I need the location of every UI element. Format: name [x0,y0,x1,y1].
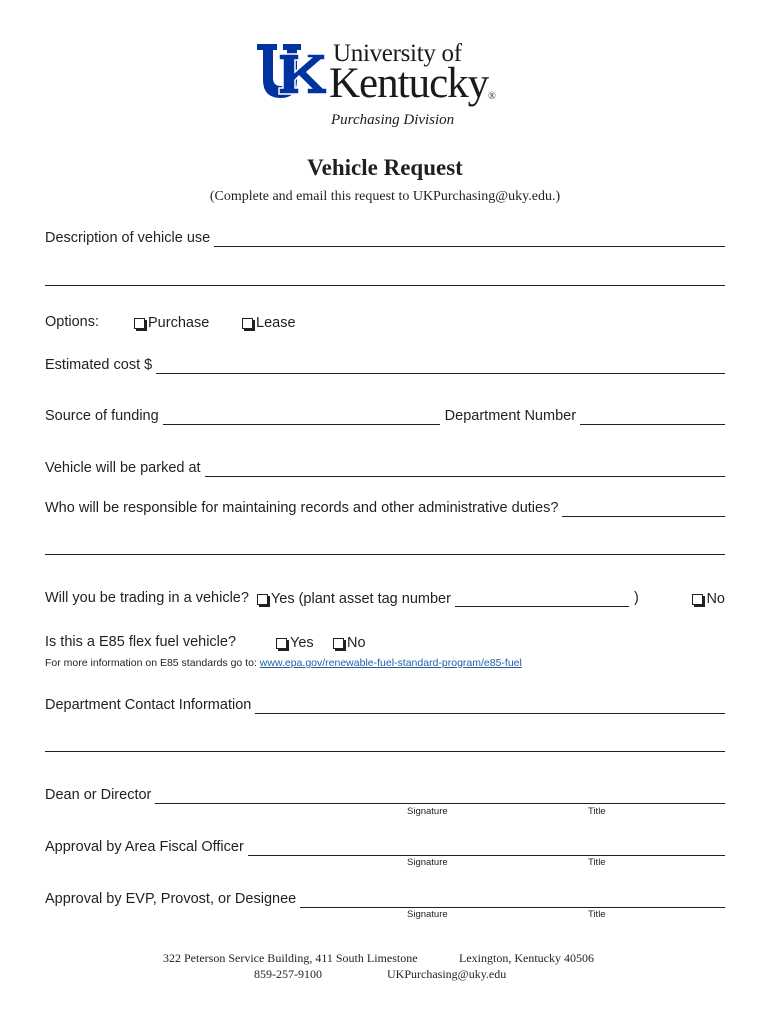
description-row [45,230,725,247]
dean-label: Dean or Director [45,787,152,803]
contact-field-line2[interactable] [45,751,725,752]
evp-label: Approval by EVP, Provost, or Designee [45,891,297,907]
form-subtitle: (Complete and email this request to UKPurchasing@uky.edu.) [209,189,561,204]
e85-note [45,657,522,669]
purchase-label: Purchase [148,315,210,331]
trading-row [45,590,725,607]
footer-email: UKPurchasing@uky.edu [387,967,507,981]
checkbox-icon [692,594,703,605]
uk-interlocking-logo-icon [255,40,327,104]
dean-title-caption: Title [588,806,606,817]
description-field[interactable] [214,230,725,247]
e85-yes-label: Yes [290,635,314,651]
lease-checkbox[interactable] [242,315,296,331]
estimated-cost-row [45,357,725,374]
registered-mark: ® [488,91,495,102]
lease-label: Lease [256,315,296,331]
trading-yes-checkbox[interactable] [257,591,451,607]
footer-address: 322 Peterson Service Building, 411 South Limestone [163,951,418,965]
fiscal-title-caption: Title [588,857,606,868]
description-field-line2[interactable] [45,285,725,286]
options-row [45,314,725,331]
checkbox-icon [242,318,253,329]
responsible-field-line2[interactable] [45,554,725,555]
logo [255,40,525,135]
e85-note-text: For more information on E85 standards go to: [45,657,257,669]
e85-label: Is this a E85 flex fuel vehicle? [45,634,237,650]
trading-no-label: No [706,591,725,607]
form-title: Vehicle Request [307,155,463,180]
funding-row [45,408,725,425]
responsible-row [45,500,725,517]
contact-label: Department Contact Information [45,697,252,713]
e85-yes-checkbox[interactable] [276,635,333,651]
department-number-field[interactable] [580,408,725,425]
source-funding-label: Source of funding [45,408,159,424]
fiscal-signature-field[interactable] [248,839,725,856]
footer-phone: 859-257-9100 [254,967,322,981]
division-name: Purchasing Division [331,112,455,128]
e85-link[interactable]: www.epa.gov/renewable-fuel-standard-program/e85-fuel [259,657,522,669]
dean-signature-caption: Signature [407,806,448,817]
evp-title-caption: Title [588,909,606,920]
source-funding-field[interactable] [163,408,440,425]
evp-row [45,891,725,908]
checkbox-icon [134,318,145,329]
evp-signature-caption: Signature [407,909,448,920]
university-name-line2 [329,62,495,105]
options-label: Options: [45,314,99,330]
checkbox-icon [257,594,268,605]
asset-tag-field[interactable] [455,590,629,607]
description-label: Description of vehicle use [45,230,211,246]
fiscal-label: Approval by Area Fiscal Officer [45,839,244,855]
fiscal-signature-caption: Signature [407,857,448,868]
contact-field[interactable] [255,697,725,714]
trading-yes-label: Yes (plant asset tag number [270,591,451,607]
e85-no-label: No [347,635,366,651]
checkbox-icon [333,638,344,649]
responsible-field[interactable] [562,500,725,517]
university-name-line1: University of [333,40,462,67]
department-number-label: Department Number [444,408,577,424]
e85-row [45,634,725,651]
trading-no-checkbox[interactable] [692,591,725,607]
parked-field[interactable] [205,460,725,477]
trading-label: Will you be trading in a vehicle? [45,590,249,606]
kentucky-wordmark: Kentucky [329,60,489,107]
footer-city: Lexington, Kentucky 40506 [459,951,594,965]
contact-row [45,697,725,714]
responsible-label: Who will be responsible for maintaining records and other administrative duties? [45,500,559,516]
trading-close-paren: ) [633,590,639,606]
estimated-cost-label: Estimated cost $ [45,357,153,373]
parked-row [45,460,725,477]
estimated-cost-field[interactable] [156,357,725,374]
fiscal-row [45,839,725,856]
e85-no-checkbox[interactable] [333,635,366,651]
evp-signature-field[interactable] [300,891,725,908]
purchase-checkbox[interactable] [134,315,242,331]
dean-signature-field[interactable] [155,787,725,804]
parked-label: Vehicle will be parked at [45,460,201,476]
checkbox-icon [276,638,287,649]
dean-row [45,787,725,804]
